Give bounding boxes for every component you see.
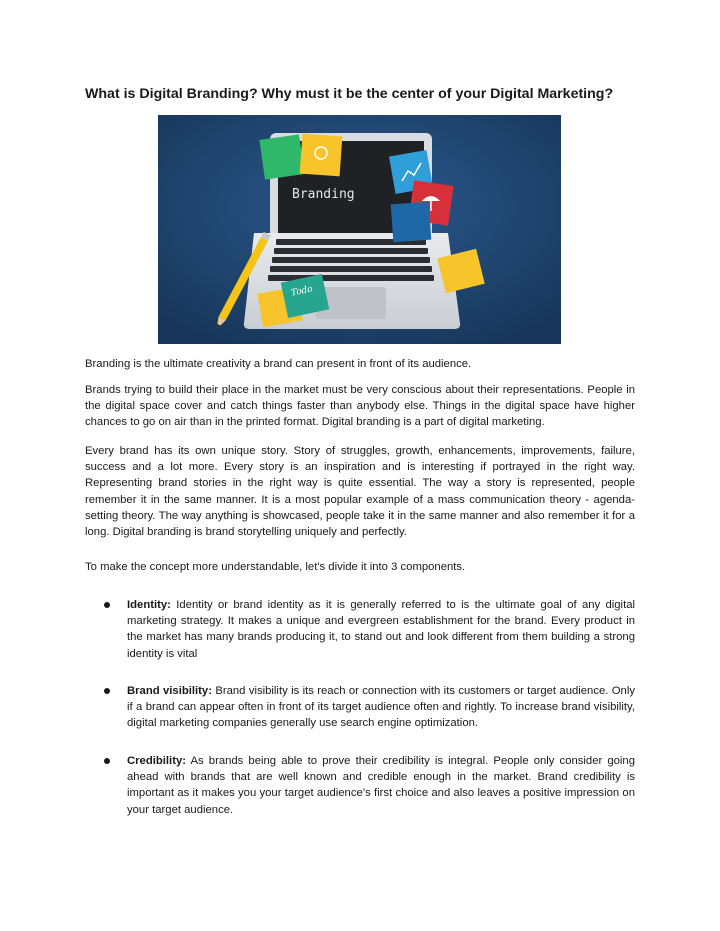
list-item-term: Credibility:: [127, 755, 186, 767]
bullet-icon: [104, 602, 110, 608]
list-item-term: Identity:: [127, 599, 171, 611]
list-item-text: [127, 683, 635, 732]
branding-laptop-image: [158, 115, 561, 344]
screen-branding-text: Branding: [292, 187, 355, 202]
paragraph-market: Brands trying to build their place in the market must be very conscious about their representations. People in the digital space cover and catch things faster than anybody else. Things in the digital space have higher chances to go on air than in the printed format. Digital branding is a part of digital marketing.: [85, 384, 635, 429]
todo-note-text: Todo: [290, 284, 314, 299]
list-item-body: Brand visibility is its reach or connection with its customers or target audience. Only if a brand can appear often in front of its target audience often and rightly. To increase brand visibility, digital marketing companies generally use search engine optimization.: [127, 685, 635, 730]
paragraph-intro: Branding is the ultimate creativity a brand can present in front of its audience.: [85, 358, 472, 370]
page-title: What is Digital Branding? Why must it be the center of your Digital Marketing?: [85, 86, 614, 102]
paragraph-story: Every brand has its own unique story. Story of struggles, growth, enhancements, improvements, failure, success and a lot more. Every story is an inspiration and is interesting if portrayed in the right way. Representing brand stories in the right way is quite essential. The way a story is represented, people remember it in the same manner. It is a most popular example of a mass communication theory - agenda-setting theory. The way anything is showcased, people take it in the same manner and also remember it for a long. Digital branding is brand storytelling uniquely and perfectly.: [85, 445, 635, 539]
paragraph-components: To make the concept more understandable, let's divide it into 3 components.: [85, 561, 466, 573]
list-item-body: Identity or brand identity as it is generally referred to is the ultimate goal of any digital marketing strategy. It makes a unique and evergreen establishment for the brand. Every product in the market has many brands producing it, to stand out and look different from them building a strong identity is vital: [127, 599, 635, 660]
bullet-icon: [104, 758, 110, 764]
list-item-body: As brands being able to prove their credibility is integral. People only consider going ahead with brands that are well known and credible enough in the market. Brand credibility is important as it makes you your target audience’s first choice and also leaves a positive impression on your target audience.: [127, 755, 635, 816]
list-item-term: Brand visibility:: [127, 685, 212, 697]
list-item-text: [127, 753, 635, 818]
list-item-text: [127, 597, 635, 662]
bullet-icon: [104, 688, 110, 694]
